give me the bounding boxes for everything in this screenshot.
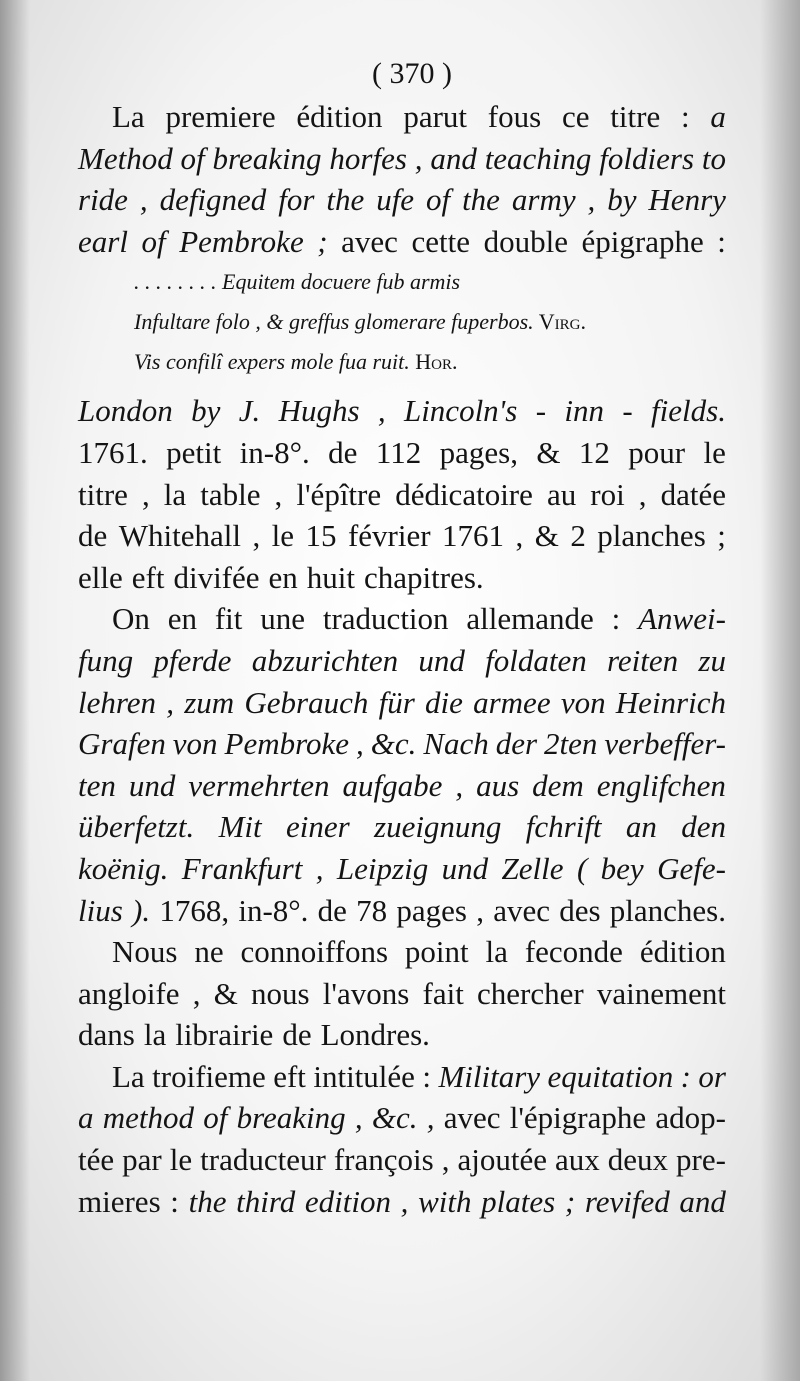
text-line: [78, 1139, 726, 1181]
word: inn: [564, 393, 605, 429]
word: ne: [194, 934, 224, 970]
word: ,: [476, 892, 484, 928]
word: l'épigraphe: [509, 1100, 647, 1136]
word: pferde: [153, 642, 232, 678]
word: teaching: [484, 140, 592, 176]
text-line: [78, 1097, 726, 1139]
word: au: [546, 476, 577, 512]
text-line: [78, 848, 726, 890]
word: ,: [414, 140, 423, 176]
word: für: [378, 684, 415, 720]
word: Frankfurt: [181, 850, 303, 886]
word: -: [622, 393, 633, 429]
text-line: [78, 806, 726, 848]
word: edition: [304, 1183, 392, 1219]
word: fchrift: [525, 809, 602, 845]
word: von: [560, 684, 606, 720]
text-line: [78, 723, 726, 765]
word: überfetzt.: [78, 809, 195, 845]
word: eft: [131, 559, 165, 595]
text-line: [78, 138, 726, 180]
word: London: [78, 393, 173, 429]
text-line: [78, 1014, 726, 1056]
word: aux: [554, 1142, 600, 1178]
text-line: [78, 598, 726, 640]
word: of: [180, 140, 205, 176]
word: armee: [473, 684, 551, 720]
word: de: [282, 1017, 312, 1053]
word: Pembroke: [224, 726, 350, 762]
word: le: [169, 1142, 193, 1178]
word: par: [122, 1142, 162, 1178]
word: 12: [578, 434, 610, 470]
word: Nous: [112, 934, 178, 970]
word: ,: [192, 975, 201, 1011]
word: feconde: [524, 934, 623, 970]
word: :: [611, 601, 621, 637]
word: intitulée: [313, 1058, 415, 1094]
word: aus: [476, 767, 520, 803]
word: ,: [638, 476, 647, 512]
word: pages: [396, 892, 467, 928]
word: titre: [78, 476, 128, 512]
word: in-8°.: [239, 434, 310, 470]
word: &c.: [370, 726, 417, 762]
word: :: [680, 99, 690, 134]
word: einer: [285, 809, 350, 845]
word: en: [268, 559, 298, 595]
word: an: [625, 809, 657, 845]
word: ;: [564, 1183, 576, 1219]
word: in-8°.: [238, 892, 309, 928]
word: Pembroke: [179, 223, 304, 259]
word: foldiers: [599, 140, 695, 176]
word: Military: [438, 1058, 541, 1094]
word: angloife: [78, 975, 180, 1011]
word: de: [317, 892, 347, 928]
epigraph-text: Infultare folo , & greffus glomerare fuperbos.: [134, 309, 534, 335]
paragraph-body: [78, 390, 726, 1222]
text-line: [78, 973, 726, 1015]
text-line: [78, 515, 726, 557]
word: to: [701, 140, 726, 176]
word: fields.: [651, 393, 726, 429]
word: &: [213, 975, 238, 1011]
word: &c.: [371, 1100, 418, 1136]
word: 15: [305, 518, 337, 554]
word: édition: [296, 99, 383, 134]
word: ).: [132, 892, 151, 928]
word: of: [141, 223, 166, 259]
word: planches: [597, 518, 706, 554]
word: von: [172, 726, 218, 762]
word: -: [535, 393, 547, 429]
word: ,: [587, 182, 596, 218]
word: ,: [166, 684, 175, 720]
word: fung: [78, 642, 134, 678]
text-line: [78, 931, 726, 973]
word: a: [78, 1100, 94, 1136]
word: ce: [561, 99, 590, 134]
word: tée: [78, 1142, 115, 1178]
word: (: [576, 850, 588, 886]
word: zu: [698, 642, 726, 678]
word: und: [128, 767, 176, 803]
word: huit: [306, 559, 356, 595]
text-line: [78, 765, 726, 807]
word: roi: [590, 476, 625, 512]
word: des: [559, 892, 601, 928]
word: La: [112, 99, 145, 134]
word: de: [78, 518, 108, 554]
word: Heinrich: [615, 684, 726, 720]
epigraph-text: Hor.: [409, 349, 458, 375]
word: Nach: [423, 726, 489, 762]
word: bey: [600, 850, 644, 886]
text-line: [78, 557, 726, 599]
word: pre-: [676, 1142, 726, 1178]
word: by: [607, 182, 637, 218]
word: troifieme: [152, 1058, 266, 1094]
word: 2ten: [544, 726, 598, 762]
word: zueignung: [374, 809, 502, 845]
word: ,: [274, 476, 283, 512]
word: premiere: [165, 99, 276, 134]
word: ,: [315, 850, 324, 886]
word: vermehrten: [188, 767, 330, 803]
word: J.: [238, 393, 261, 429]
word: point: [404, 934, 469, 970]
word: fait: [422, 975, 464, 1011]
word: ,: [400, 1183, 409, 1219]
word: la: [163, 476, 187, 512]
word: 1761: [442, 518, 505, 554]
epigraph-line: [78, 342, 726, 382]
word: the: [188, 1183, 227, 1219]
epigraph: [78, 262, 726, 382]
word: ,: [441, 1142, 450, 1178]
word: dans: [78, 1017, 135, 1053]
word: a: [710, 99, 726, 134]
word: ,: [354, 1100, 363, 1136]
word: une: [260, 601, 306, 637]
text-line: [78, 890, 726, 932]
word: chapitres.: [364, 559, 484, 595]
word: zum: [184, 684, 235, 720]
word: by: [191, 393, 221, 429]
word: plates: [481, 1183, 556, 1219]
word: ,: [455, 767, 464, 803]
word: method: [102, 1100, 194, 1136]
word: Whitehall: [118, 518, 241, 554]
word: fous: [487, 99, 542, 134]
word: or: [698, 1058, 726, 1094]
word: parut: [403, 99, 468, 134]
text-line: [78, 1056, 726, 1098]
word: of: [203, 1100, 228, 1136]
word: of: [426, 182, 451, 218]
word: :: [422, 1058, 431, 1094]
word: traducteur: [200, 1142, 326, 1178]
text-line: [78, 96, 726, 138]
word: 2: [570, 518, 586, 554]
word: abzurichten: [251, 642, 399, 678]
word: den: [681, 809, 726, 845]
text-line: [78, 1181, 726, 1223]
word: cette: [411, 223, 471, 259]
word: 78: [356, 892, 388, 928]
word: breaking: [236, 1100, 346, 1136]
word: earl: [78, 223, 128, 259]
word: ,: [426, 1100, 435, 1136]
word: &: [536, 434, 561, 470]
word: ,: [139, 182, 148, 218]
word: ,: [141, 476, 150, 512]
word: der: [495, 726, 538, 762]
word: avec: [341, 223, 398, 259]
word: connoiffons: [240, 934, 389, 970]
word: Gebrauch: [244, 684, 369, 720]
word: ,: [377, 393, 386, 429]
word: foldaten: [485, 642, 587, 678]
word: &: [534, 518, 559, 554]
word: nous: [251, 975, 310, 1011]
word: horfes: [329, 140, 407, 176]
word: l'épître: [296, 476, 382, 512]
word: vainement: [596, 975, 726, 1011]
word: pages,: [439, 434, 518, 470]
word: elle: [78, 559, 123, 595]
word: ufe: [376, 182, 415, 218]
word: édition: [639, 934, 726, 970]
word: Anwei-: [638, 601, 726, 637]
word: traduction: [322, 601, 449, 637]
word: titre: [610, 99, 661, 134]
word: divifée: [173, 559, 260, 595]
epigraph-text: Virg.: [533, 309, 586, 335]
word: fit: [214, 601, 243, 637]
word: 112: [375, 434, 422, 470]
text-line: [78, 474, 726, 516]
page-edge-left: [0, 0, 30, 1381]
word: adop-: [655, 1100, 726, 1136]
word: verbeffer-: [604, 726, 726, 762]
paragraph-title: [78, 96, 726, 262]
word: lehren: [78, 684, 157, 720]
word: ajoutée: [457, 1142, 547, 1178]
word: librairie: [175, 1017, 274, 1053]
word: datée: [660, 476, 726, 512]
word: de: [328, 434, 358, 470]
word: Method: [78, 140, 173, 176]
word: the: [462, 182, 500, 218]
word: On: [112, 601, 150, 637]
word: épigraphe: [581, 223, 704, 259]
word: chercher: [477, 975, 584, 1011]
word: und: [441, 850, 489, 886]
text-line: [78, 221, 726, 263]
word: with: [418, 1183, 472, 1219]
word: ;: [317, 223, 328, 259]
word: La: [112, 1058, 145, 1094]
word: revifed: [584, 1183, 670, 1219]
word: Leipzig: [336, 850, 429, 886]
word: le: [271, 518, 295, 554]
word: ,: [515, 518, 524, 554]
word: Zelle: [501, 850, 564, 886]
word: avec: [493, 892, 550, 928]
word: le: [703, 434, 726, 470]
word: la: [143, 1017, 167, 1053]
word: :: [170, 1183, 179, 1219]
word: la: [485, 934, 508, 970]
word: deux: [607, 1142, 669, 1178]
word: l'avons: [322, 975, 410, 1011]
word: breaking: [212, 140, 322, 176]
word: army: [511, 182, 576, 218]
word: dédicatoire: [395, 476, 533, 512]
word: ;: [717, 518, 726, 554]
word: 1768,: [159, 892, 230, 928]
word: françois: [333, 1142, 434, 1178]
text-block: [78, 52, 726, 1222]
word: ten: [78, 767, 116, 803]
text-line: [78, 390, 726, 432]
page-edge-right: [760, 0, 800, 1381]
word: mieres: [78, 1183, 161, 1219]
word: Londres.: [320, 1017, 430, 1053]
word: ride: [78, 182, 128, 218]
word: :: [717, 223, 726, 259]
text-line: [78, 682, 726, 724]
word: :: [680, 1058, 691, 1094]
word: 1761.: [78, 434, 148, 470]
word: Lincoln's: [403, 393, 518, 429]
word: dem: [532, 767, 584, 803]
word: Gefe-: [657, 850, 726, 886]
word: petit: [166, 434, 222, 470]
epigraph-text: Vis confilî expers mole fua ruit.: [134, 349, 410, 375]
text-line: [78, 432, 726, 474]
word: en: [167, 601, 197, 637]
word: defigned: [159, 182, 267, 218]
word: third: [236, 1183, 296, 1219]
word: table: [200, 476, 261, 512]
word: englifchen: [596, 767, 726, 803]
text-line: [78, 179, 726, 221]
epigraph-text: . . . . . . . . Equitem docuere fub armis: [134, 269, 461, 295]
word: avec: [443, 1100, 501, 1136]
word: for: [278, 182, 315, 218]
word: février: [347, 518, 431, 554]
word: and: [679, 1183, 726, 1219]
word: Mit: [218, 809, 262, 845]
word: Henry: [648, 182, 726, 218]
word: Grafen: [78, 726, 166, 762]
word: the: [326, 182, 365, 218]
word: die: [425, 684, 463, 720]
word: and: [430, 140, 477, 176]
word: equitation: [547, 1058, 674, 1094]
word: lius: [78, 892, 123, 928]
word: Hughs: [278, 393, 360, 429]
epigraph-line: [78, 302, 726, 342]
word: ,: [356, 726, 364, 762]
word: double: [483, 223, 568, 259]
word: planches.: [609, 892, 726, 928]
word: und: [418, 642, 465, 678]
word: eft: [273, 1058, 306, 1094]
word: pour: [628, 434, 686, 470]
epigraph-line: [78, 262, 726, 302]
word: allemande: [466, 601, 594, 637]
page-number: ( 370 ): [372, 57, 452, 90]
word: aufgabe: [342, 767, 443, 803]
text-line: [78, 640, 726, 682]
word: reiten: [606, 642, 679, 678]
word: ,: [252, 518, 261, 554]
word: koënig.: [78, 850, 169, 886]
